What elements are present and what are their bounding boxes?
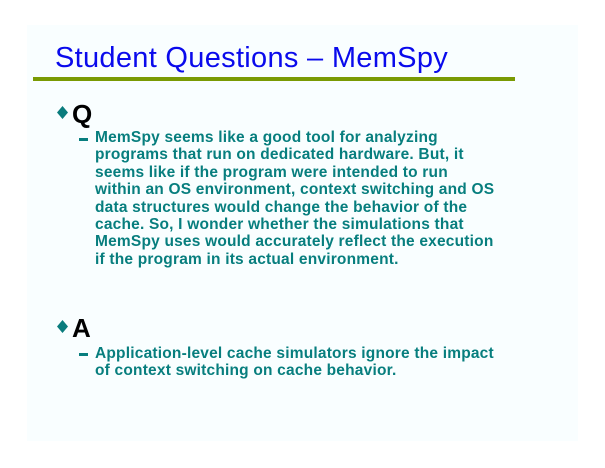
dash-bullet-icon bbox=[79, 138, 88, 141]
body-line: seems like if the program were intended to run bbox=[95, 163, 448, 181]
dash-bullet-icon bbox=[79, 353, 88, 356]
body-line: of context switching on cache behavior. bbox=[95, 362, 397, 380]
diamond-bullet-icon bbox=[57, 320, 68, 333]
question-heading: Q bbox=[72, 99, 93, 129]
question-body bbox=[95, 129, 570, 268]
diamond-bullet-icon bbox=[57, 106, 68, 119]
body-line: data structures would change the behavior of the bbox=[95, 198, 468, 216]
presentation-slide bbox=[27, 25, 578, 441]
slide-title: Student Questions – MemSpy bbox=[55, 42, 449, 74]
body-line: programs that run on dedicated hardware. But, it bbox=[95, 146, 464, 164]
body-line: Application-level cache simulators ignore the impact bbox=[95, 345, 494, 362]
title-underline-rule bbox=[33, 77, 515, 81]
answer-heading: A bbox=[72, 313, 91, 343]
body-line: MemSpy uses would accurately reflect the execution bbox=[95, 233, 494, 251]
body-line: if the program in its actual environment. bbox=[95, 250, 399, 268]
answer-body bbox=[95, 345, 570, 380]
body-line: cache. So, I wonder whether the simulations that bbox=[95, 216, 464, 234]
body-line: within an OS environment, context switching and OS bbox=[95, 181, 495, 199]
body-line: MemSpy seems like a good tool for analyzing bbox=[95, 129, 438, 146]
